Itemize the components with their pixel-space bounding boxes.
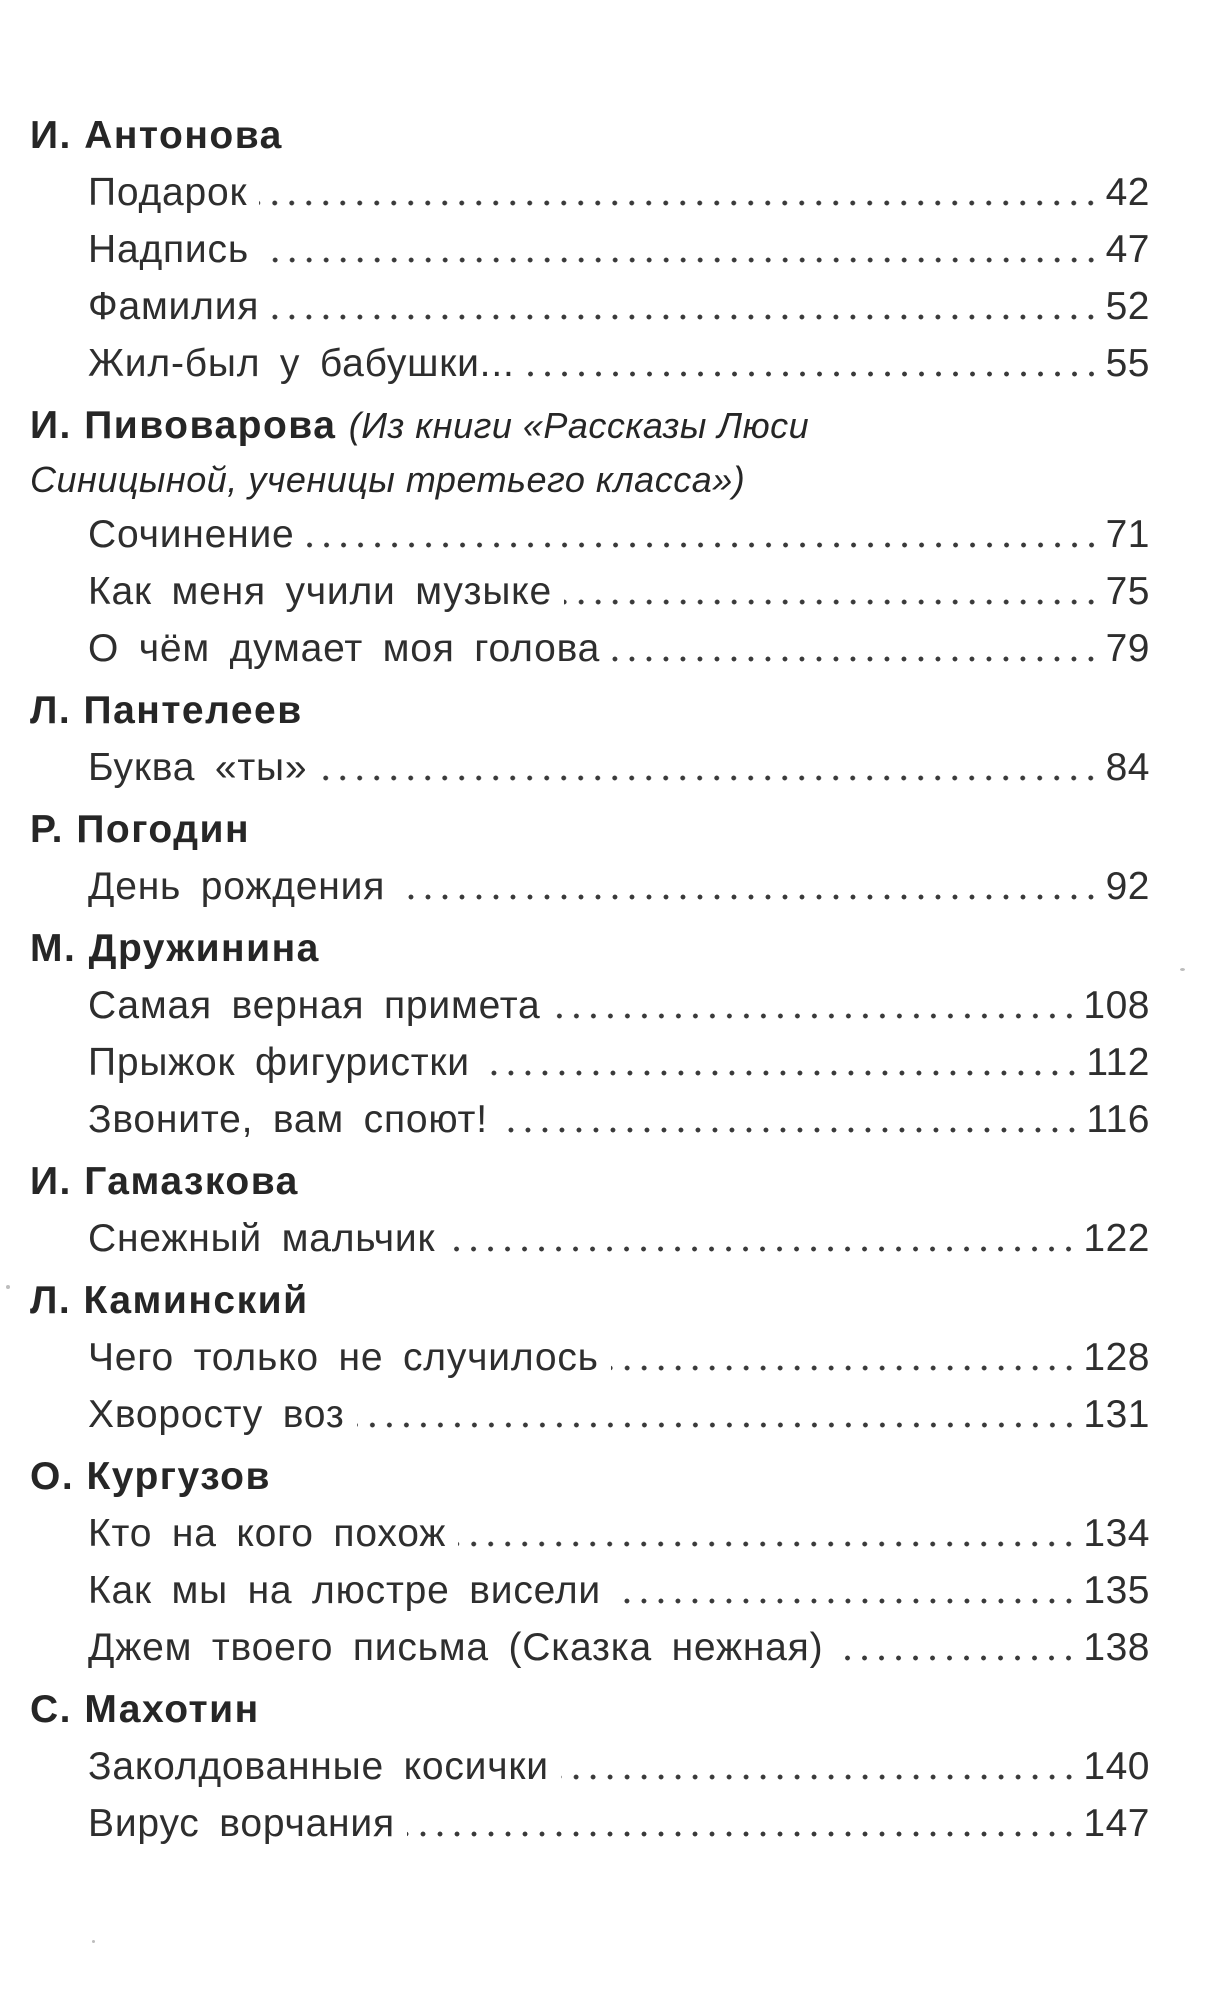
dot-leader (397, 893, 1099, 901)
dot-leader (564, 598, 1100, 606)
entry-page-number: 134 (1083, 1512, 1150, 1555)
entry-title: Подарок (88, 171, 248, 214)
entry-page-number: 140 (1083, 1745, 1150, 1788)
author-note: (Из книги «Рассказы Люси (348, 405, 810, 446)
author-heading (30, 1154, 1150, 1210)
dot-leader (613, 1597, 1077, 1605)
toc-entry[interactable] (30, 506, 1150, 563)
entry-page-number: 135 (1083, 1569, 1150, 1612)
entry-title: Сочинение (88, 513, 295, 556)
author-name: О. Кургузов (30, 1455, 271, 1498)
entry-page-number: 128 (1083, 1336, 1150, 1379)
entry-page-number: 42 (1105, 171, 1150, 214)
toc-entry[interactable] (30, 858, 1150, 915)
author-group (30, 683, 1150, 796)
dot-leader (835, 1654, 1077, 1662)
author-name: М. Дружинина (30, 927, 320, 970)
entry-page-number: 55 (1105, 342, 1150, 385)
dot-leader (271, 313, 1099, 321)
entry-page-number: 138 (1083, 1626, 1150, 1669)
entry-title: Чего только не случилось (88, 1336, 599, 1379)
entry-title: Звоните, вам споют! (88, 1098, 488, 1141)
toc-entry[interactable] (30, 563, 1150, 620)
author-heading (30, 1682, 1150, 1738)
author-heading (30, 921, 1150, 977)
entry-page-number: 47 (1105, 228, 1150, 271)
dot-leader (458, 1540, 1077, 1548)
author-group (30, 921, 1150, 1148)
entry-title: Прыжок фигуристки (88, 1041, 470, 1084)
toc-entry[interactable] (30, 1505, 1150, 1562)
author-group (30, 1682, 1150, 1852)
dot-leader (527, 370, 1100, 378)
author-name: Р. Погодин (30, 808, 251, 851)
dot-leader (307, 541, 1100, 549)
dot-leader (259, 199, 1099, 207)
author-group (30, 1449, 1150, 1676)
toc-entry[interactable] (30, 1619, 1150, 1676)
entry-title: День рождения (88, 865, 386, 908)
entry-title: Джем твоего письма (Сказка нежная) (88, 1626, 824, 1669)
dot-leader (612, 655, 1099, 663)
entry-page-number: 116 (1086, 1098, 1150, 1141)
dot-leader (500, 1126, 1080, 1134)
author-group (30, 1154, 1150, 1267)
author-name: И. Гамазкова (30, 1160, 299, 1203)
toc-entry[interactable] (30, 1795, 1150, 1852)
dot-leader (561, 1773, 1078, 1781)
entry-title: О чём думает моя голова (88, 627, 601, 670)
author-group (30, 802, 1150, 915)
dot-leader (611, 1364, 1078, 1372)
toc-entry[interactable] (30, 1329, 1150, 1386)
dot-leader (319, 774, 1099, 782)
toc-entry[interactable] (30, 221, 1150, 278)
entry-page-number: 131 (1083, 1393, 1150, 1436)
author-heading (30, 1273, 1150, 1329)
author-heading (30, 683, 1150, 739)
dot-leader (261, 256, 1100, 264)
author-name: Л. Каминский (30, 1279, 309, 1322)
toc-entry[interactable] (30, 1210, 1150, 1267)
entry-page-number: 92 (1105, 865, 1150, 908)
entry-title: Хворосту воз (88, 1393, 345, 1436)
entry-title: Как мы на люстре висели (88, 1569, 601, 1612)
entry-title: Заколдованные косички (88, 1745, 549, 1788)
dot-leader (407, 1830, 1078, 1838)
entry-title: Надпись (88, 228, 249, 271)
toc-entry[interactable] (30, 739, 1150, 796)
dot-leader (357, 1421, 1078, 1429)
dust-speck (1180, 968, 1185, 971)
entry-page-number: 75 (1105, 570, 1150, 613)
entry-title: Кто на кого похож (88, 1512, 447, 1555)
author-group (30, 108, 1150, 392)
toc-entry[interactable] (30, 1738, 1150, 1795)
dot-leader (447, 1245, 1077, 1253)
entry-title: Буква «ты» (88, 746, 308, 789)
toc-entry[interactable] (30, 1034, 1150, 1091)
author-name: С. Махотин (30, 1688, 260, 1731)
dot-leader (482, 1069, 1080, 1077)
author-group (30, 398, 1150, 677)
dust-speck (6, 1285, 10, 1289)
entry-title: Самая верная примета (88, 984, 541, 1027)
entry-title: Снежный мальчик (88, 1217, 436, 1260)
toc-entry[interactable] (30, 278, 1150, 335)
entry-page-number: 71 (1105, 513, 1150, 556)
author-name: И. Антонова (30, 114, 283, 157)
author-heading (30, 1449, 1150, 1505)
entry-page-number: 52 (1105, 285, 1150, 328)
entry-page-number: 122 (1083, 1217, 1150, 1260)
toc-entry[interactable] (30, 1091, 1150, 1148)
entry-title: Вирус ворчания (88, 1802, 395, 1845)
dust-speck (92, 1940, 95, 1943)
entry-page-number: 112 (1086, 1041, 1150, 1084)
author-heading (30, 108, 1150, 164)
author-group (30, 1273, 1150, 1443)
dot-leader (553, 1012, 1078, 1020)
toc-entry[interactable] (30, 1386, 1150, 1443)
toc-entry[interactable] (30, 977, 1150, 1034)
author-heading (30, 398, 1150, 454)
entry-title: Как меня учили музыке (88, 570, 552, 613)
author-heading (30, 802, 1150, 858)
toc-entry[interactable] (30, 620, 1150, 677)
author-name: Л. Пантелеев (30, 689, 303, 732)
author-note-continued: Синицыной, ученицы третьего класса») (30, 459, 746, 500)
toc-entry[interactable] (30, 335, 1150, 392)
toc-entry[interactable] (30, 164, 1150, 221)
entry-title: Фамилия (88, 285, 260, 328)
table-of-contents (30, 108, 1150, 1858)
entry-page-number: 79 (1105, 627, 1150, 670)
entry-title: Жил-был у бабушки... (88, 342, 515, 385)
author-name: И. Пивоварова (30, 404, 337, 447)
entry-page-number: 84 (1105, 746, 1150, 789)
toc-entry[interactable] (30, 1562, 1150, 1619)
entry-page-number: 108 (1083, 984, 1150, 1027)
entry-page-number: 147 (1083, 1802, 1150, 1845)
